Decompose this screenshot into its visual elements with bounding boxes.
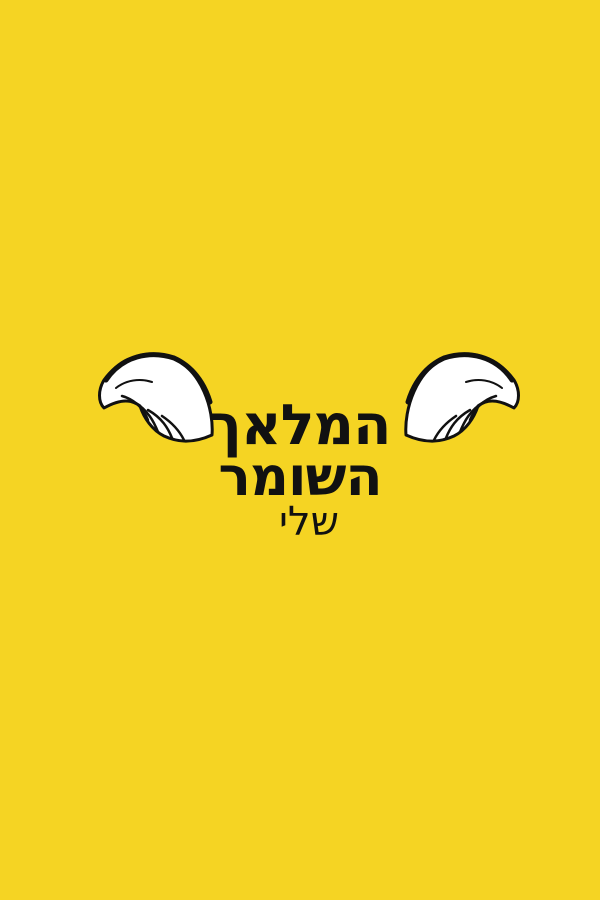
title-line-3: שלי bbox=[278, 499, 340, 545]
title-line-1: המלאך bbox=[209, 393, 391, 458]
title-line-2: השומר bbox=[218, 445, 382, 508]
